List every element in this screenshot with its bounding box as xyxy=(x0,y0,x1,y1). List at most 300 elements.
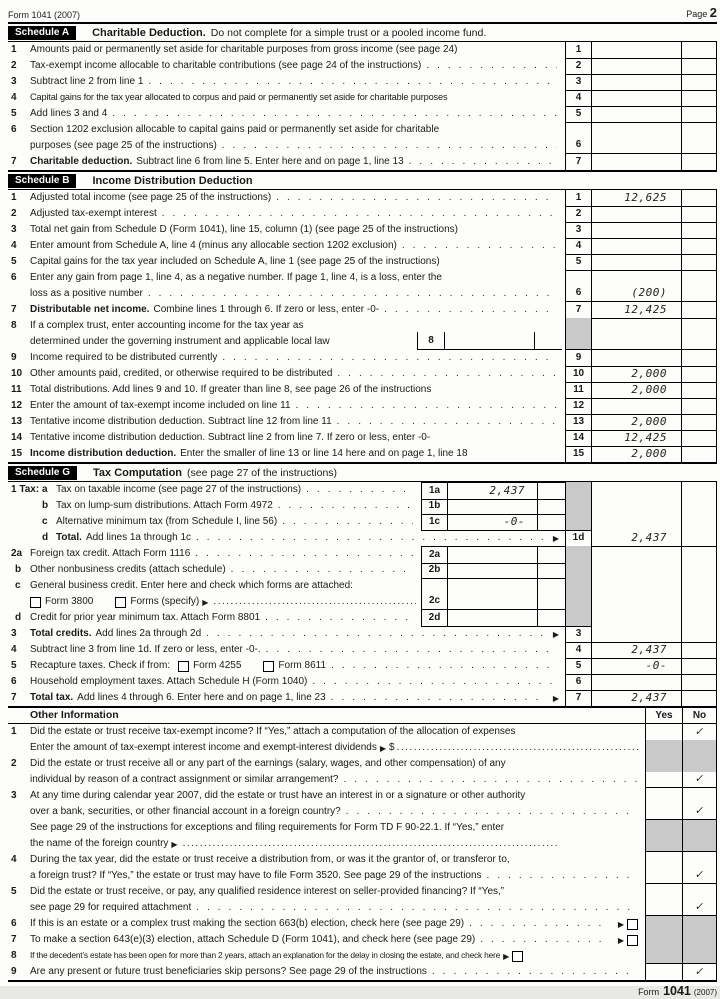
cents-cell[interactable] xyxy=(681,206,717,223)
footer-form-number: 1041 xyxy=(663,984,691,998)
cents-cell[interactable] xyxy=(681,122,717,154)
line-number: 8 xyxy=(11,320,17,331)
cents-cell xyxy=(681,562,717,579)
dot-leader xyxy=(426,58,557,73)
question-row xyxy=(8,932,717,948)
line-letter: c xyxy=(15,580,21,591)
question-number: 4 xyxy=(11,854,17,865)
inner-amount-cell[interactable] xyxy=(448,610,537,627)
question-row xyxy=(8,772,717,788)
no-cell[interactable] xyxy=(682,964,717,980)
line-box: 2 xyxy=(565,206,592,223)
yes-cell xyxy=(645,948,682,964)
amount-cell[interactable] xyxy=(592,90,681,107)
other-information-header xyxy=(8,706,717,724)
table-row xyxy=(8,222,717,238)
cents-cell[interactable] xyxy=(681,154,717,171)
table-row xyxy=(8,318,717,350)
amount-cell xyxy=(592,514,681,531)
table-row xyxy=(8,674,717,690)
yes-cell xyxy=(645,820,682,836)
dotted-line[interactable] xyxy=(397,740,640,755)
table-row xyxy=(8,530,717,546)
line-text: Subtract line 6 from line 5. Enter here and on page 1, line 13 xyxy=(136,156,404,167)
yes-cell xyxy=(645,740,682,756)
amount-cell xyxy=(592,578,681,610)
cents-cell[interactable] xyxy=(681,302,717,319)
other-information-title: Other Information xyxy=(30,709,119,721)
dot-leader xyxy=(432,964,637,979)
inner-cents-cell[interactable] xyxy=(535,332,562,349)
amount-cell[interactable]: 2,437 xyxy=(592,690,681,707)
amount-cell[interactable] xyxy=(592,674,681,691)
question-text: At any time during calendar year 2007, did the estate or trust have an interest in or a signature or other authority xyxy=(30,790,526,801)
line-box: 5 xyxy=(565,254,592,271)
form-4255-checkbox[interactable] xyxy=(178,661,189,672)
line-box: 9 xyxy=(565,350,592,367)
question-text: individual by reason of a contract assignment or similar arrangement? xyxy=(30,774,339,785)
line-box: 6 xyxy=(565,122,592,154)
amount-cell[interactable]: 2,000 xyxy=(592,366,681,383)
cents-cell[interactable] xyxy=(681,446,717,463)
line-text: If a complex trust, enter accounting income for the tax year as xyxy=(30,320,304,331)
table-row xyxy=(8,190,717,206)
table-row xyxy=(8,578,717,610)
table-row xyxy=(8,546,717,562)
line-text: Other nonbusiness credits (attach schedule) xyxy=(30,564,226,575)
amount-cell[interactable]: 12,425 xyxy=(592,430,681,447)
question-text: a foreign trust? If “Yes,” the estate or trust may have to file Form 3520. See page 29 of the instructions xyxy=(30,870,482,881)
cents-cell[interactable] xyxy=(681,398,717,415)
amount-cell[interactable] xyxy=(592,58,681,75)
inner-amount-cell[interactable] xyxy=(448,562,537,579)
line-text: Other amounts paid, credited, or otherwise required to be distributed xyxy=(30,368,333,379)
schedule-b-badge: Schedule B xyxy=(8,174,76,188)
table-row xyxy=(8,658,717,674)
question-number: 6 xyxy=(11,918,17,929)
no-cell[interactable] xyxy=(682,900,717,916)
amount-cell[interactable]: 2,000 xyxy=(592,414,681,431)
amount-cell[interactable] xyxy=(592,222,681,239)
table-row xyxy=(8,74,717,90)
line-text: Add lines 4 through 6. Enter here and on page 1, line 23 xyxy=(77,692,326,703)
dot-leader xyxy=(195,546,413,561)
cents-cell[interactable] xyxy=(681,382,717,399)
amount-cell[interactable] xyxy=(592,154,681,171)
no-cell[interactable] xyxy=(682,804,717,820)
table-row xyxy=(8,254,717,270)
line-box: 6 xyxy=(565,270,592,302)
line-text: Total distributions. Add lines 9 and 10. If greater than line 8, see page 26 of the instructions xyxy=(30,384,432,395)
no-cell[interactable] xyxy=(682,772,717,788)
inner-cents-cell[interactable] xyxy=(537,562,565,579)
shaded-cell xyxy=(565,514,592,531)
page-footer xyxy=(8,982,717,999)
line-number: 3 xyxy=(11,76,17,87)
line-box: 7 xyxy=(565,154,592,171)
cents-cell[interactable] xyxy=(681,674,717,691)
yes-cell[interactable] xyxy=(645,868,682,884)
schedule-a-badge: Schedule A xyxy=(8,26,76,40)
cents-cell[interactable] xyxy=(681,222,717,239)
question-row xyxy=(8,836,717,852)
amount-cell[interactable]: 12,625 xyxy=(592,190,681,207)
line-letter: d xyxy=(42,532,49,543)
checkbox-label: Form 8611 xyxy=(278,660,327,671)
line-text: Combine lines 1 through 6. If zero or less, enter -0- xyxy=(153,304,380,315)
dot-leader xyxy=(337,366,557,381)
cents-cell[interactable] xyxy=(681,414,717,431)
line-number: 6 xyxy=(11,272,17,283)
amount-cell[interactable] xyxy=(592,206,681,223)
question-row xyxy=(8,740,717,756)
table-row xyxy=(8,498,717,514)
question-row xyxy=(8,868,717,884)
forms-specify-checkbox[interactable] xyxy=(115,597,126,608)
estate-open-2-years-checkbox[interactable] xyxy=(512,951,523,962)
table-row xyxy=(8,42,717,58)
question-text: see page 29 for required attachment xyxy=(30,902,192,913)
dot-leader xyxy=(148,74,557,89)
dot-leader xyxy=(162,206,557,221)
check-mark: ✓ xyxy=(694,965,706,978)
table-row xyxy=(8,302,717,318)
table-row xyxy=(8,562,717,578)
amount-cell[interactable]: 12,425 xyxy=(592,302,681,319)
dot-leader xyxy=(196,900,637,915)
line-number: 1 xyxy=(11,192,17,203)
line-box: 1 xyxy=(565,42,592,59)
schedule-a-header xyxy=(8,22,717,42)
line-box: 6 xyxy=(565,674,592,691)
line-text: Capital gains for the tax year allocated to corpus and paid or permanently set aside for charitable purposes xyxy=(30,92,448,102)
cents-cell[interactable] xyxy=(681,530,717,547)
line-text: purposes (see page 25 of the instructions) xyxy=(30,140,217,151)
line-box: 4 xyxy=(565,238,592,255)
cents-cell[interactable] xyxy=(681,430,717,447)
line-text: Tentative income distribution deduction. Subtract line 12 from line 11 xyxy=(30,416,332,427)
schedule-g-subtitle: (see page 27 of the instructions) xyxy=(187,466,338,479)
line-box: 5 xyxy=(565,658,592,675)
line-box: 13 xyxy=(565,414,592,431)
page-header xyxy=(8,6,717,22)
line-number: 3 xyxy=(11,628,17,639)
shaded-cell xyxy=(565,562,592,579)
dot-leader xyxy=(384,302,557,317)
dot-leader xyxy=(148,286,557,301)
yes-cell[interactable] xyxy=(645,884,682,900)
amount-cell[interactable] xyxy=(592,122,681,154)
line-text: Total net gain from Schedule D (Form 1041), line 15, column (1) (see page 25 of the instructions) xyxy=(30,224,458,235)
yes-cell[interactable] xyxy=(645,804,682,820)
cents-cell[interactable] xyxy=(681,58,717,75)
schedule-a-title: Charitable Deduction. xyxy=(92,26,206,39)
line-text: Adjusted total income (see page 25 of the instructions) xyxy=(30,192,272,203)
cents-cell xyxy=(681,578,717,610)
dot-leader xyxy=(337,414,557,429)
line-number: 4 xyxy=(11,92,17,103)
line-number: 9 xyxy=(11,352,17,363)
yes-cell[interactable] xyxy=(645,852,682,868)
arrow-icon: ▶ xyxy=(379,743,387,753)
inner-line-box: 8 xyxy=(418,332,445,349)
line-number: 1 Tax: xyxy=(11,484,40,495)
accounting-income-box xyxy=(417,332,562,350)
dot-leader xyxy=(265,610,413,625)
cents-cell[interactable] xyxy=(681,190,717,207)
line-box: 2c xyxy=(421,578,448,610)
cents-cell[interactable] xyxy=(681,238,717,255)
question-number: 7 xyxy=(11,934,17,945)
dot-leader xyxy=(282,514,413,529)
amount-cell[interactable] xyxy=(592,350,681,367)
no-cell xyxy=(682,836,717,852)
inner-cents-cell[interactable] xyxy=(537,578,565,610)
cents-cell[interactable] xyxy=(681,90,717,107)
line-box: 7 xyxy=(565,302,592,319)
check-mark: ✓ xyxy=(694,805,706,817)
inner-amount-cell[interactable] xyxy=(448,578,537,610)
line-letter: a xyxy=(42,484,48,495)
amount-cell xyxy=(592,498,681,515)
table-row xyxy=(8,482,717,498)
no-cell[interactable] xyxy=(682,852,717,868)
form-8611-checkbox[interactable] xyxy=(263,661,274,672)
line-box: 3 xyxy=(565,626,592,643)
line-box: 12 xyxy=(565,398,592,415)
question-text: Did the estate or trust receive tax-exempt income? If “Yes,” attach a computation of the allocation of expenses xyxy=(30,726,516,737)
line-text-bold: Total credits. xyxy=(30,628,92,639)
no-cell[interactable] xyxy=(682,884,717,900)
dot-leader xyxy=(196,530,545,545)
question-text: Did the estate or trust receive, or pay, any qualified residence interest on seller-provided financing? If “Yes,” xyxy=(30,886,505,897)
yes-cell[interactable] xyxy=(645,900,682,916)
table-row xyxy=(8,514,717,530)
line-box: 14 xyxy=(565,430,592,447)
dot-leader xyxy=(266,642,557,657)
amount-cell[interactable]: -0- xyxy=(592,658,681,675)
schedule-a-subtitle: Do not complete for a simple trust or a pooled income fund. xyxy=(210,26,487,39)
line-box: 15 xyxy=(565,446,592,463)
question-text: over a bank, securities, or other financial account in a foreign country? xyxy=(30,806,341,817)
line-number: 4 xyxy=(11,644,17,655)
dot-leader xyxy=(344,772,638,787)
line-number: 13 xyxy=(11,416,23,427)
dot-leader xyxy=(296,398,557,413)
cents-cell[interactable] xyxy=(681,106,717,123)
line-text: Income required to be distributed currently xyxy=(30,352,218,363)
question-text: During the tax year, did the estate or trust receive a distribution from, or was it the grantor of, or transferor to, xyxy=(30,854,510,865)
line-box: 1b xyxy=(421,498,448,515)
inner-cents-cell[interactable] xyxy=(537,498,565,515)
line-text: Enter the amount of tax-exempt income included on line 11 xyxy=(30,400,291,411)
question-number: 5 xyxy=(11,886,17,897)
yes-cell xyxy=(645,916,682,932)
amount-cell[interactable]: 2,437 xyxy=(592,642,681,659)
amount-cell[interactable] xyxy=(592,238,681,255)
line-text: Add lines 1a through 1c xyxy=(85,532,192,543)
amount-cell[interactable] xyxy=(592,318,681,350)
question-row xyxy=(8,724,717,740)
question-row xyxy=(8,916,717,932)
inner-amount-cell[interactable]: -0- xyxy=(448,514,537,531)
inner-cents-cell[interactable] xyxy=(537,514,565,531)
question-text: If the decedent’s estate has been open for more than 2 years, attach an explanation for the delay in closing the estate, and check here xyxy=(30,950,501,960)
line-number: 3 xyxy=(11,224,17,235)
question-row xyxy=(8,884,717,900)
dot-leader xyxy=(487,868,637,883)
no-cell[interactable] xyxy=(682,724,717,740)
line-text: Capital gains for the tax year included on Schedule A, line 1 (see page 25 of the instructions) xyxy=(30,256,440,267)
question-text: To make a section 643(e)(3) election, attach Schedule D (Form 1041), and check here (see page 29) xyxy=(30,934,476,945)
line-text: Credit for prior year minimum tax. Attach Form 8801 xyxy=(30,612,261,623)
amount-cell[interactable]: (200) xyxy=(592,270,681,302)
question-number: 1 xyxy=(11,726,17,737)
check-mark: ✓ xyxy=(694,773,706,785)
line-number: 4 xyxy=(11,240,17,251)
inner-amount-cell[interactable] xyxy=(448,498,537,515)
amount-cell[interactable]: 2,000 xyxy=(592,382,681,399)
yes-cell xyxy=(645,836,682,852)
inner-cents-cell[interactable] xyxy=(537,610,565,627)
section-663b-checkbox[interactable] xyxy=(627,919,638,930)
table-row xyxy=(8,414,717,430)
amount-cell[interactable] xyxy=(592,626,681,643)
cents-cell xyxy=(681,610,717,627)
cents-cell[interactable] xyxy=(681,42,717,59)
line-box: 10 xyxy=(565,366,592,383)
cents-cell[interactable] xyxy=(681,658,717,675)
line-text-bold: Total. xyxy=(56,532,82,543)
amount-cell[interactable]: 2,437 xyxy=(592,530,681,547)
table-row xyxy=(8,430,717,446)
cents-cell[interactable] xyxy=(681,366,717,383)
table-row xyxy=(8,206,717,222)
cents-cell[interactable] xyxy=(681,350,717,367)
section-643e3-checkbox[interactable] xyxy=(627,935,638,946)
dotted-line[interactable] xyxy=(213,594,416,609)
yes-cell[interactable] xyxy=(645,772,682,788)
table-row xyxy=(8,270,717,302)
cents-cell[interactable] xyxy=(681,318,717,350)
table-row xyxy=(8,106,717,122)
dot-leader xyxy=(469,916,610,931)
checkbox-label: Form 4255 xyxy=(193,660,242,671)
question-row xyxy=(8,852,717,868)
table-row xyxy=(8,154,717,170)
cents-cell[interactable] xyxy=(681,254,717,271)
question-row xyxy=(8,900,717,916)
yes-cell[interactable] xyxy=(645,964,682,980)
arrow-icon: ▶ xyxy=(552,630,559,639)
dot-leader xyxy=(206,626,545,641)
amount-cell[interactable] xyxy=(592,106,681,123)
question-row xyxy=(8,756,717,772)
amount-cell[interactable] xyxy=(592,398,681,415)
question-text: Did the estate or trust receive all or any part of the earnings (salary, wages, and other compensation) of any xyxy=(30,758,506,769)
line-number: 1 xyxy=(11,44,17,55)
line-box: 4 xyxy=(565,642,592,659)
table-row xyxy=(8,90,717,106)
line-text-bold: Income distribution deduction. xyxy=(30,448,177,459)
inner-amount-cell[interactable]: 2,437 xyxy=(448,482,537,500)
line-box: 2 xyxy=(565,58,592,75)
amount-cell[interactable] xyxy=(592,74,681,91)
amount-cell[interactable] xyxy=(592,42,681,59)
line-number: 14 xyxy=(11,432,23,443)
dot-leader xyxy=(331,690,545,705)
dot-leader xyxy=(231,562,413,577)
no-cell[interactable] xyxy=(682,788,717,804)
line-text: Household employment taxes. Attach Schedule H (Form 1040) xyxy=(30,676,308,687)
yes-cell[interactable] xyxy=(645,788,682,804)
inner-amount-cell[interactable] xyxy=(445,332,535,349)
cents-cell[interactable] xyxy=(681,690,717,707)
line-text: Alternative minimum tax (from Schedule I, line 56) xyxy=(56,516,278,527)
question-row xyxy=(8,964,717,980)
no-cell xyxy=(682,932,717,948)
line-letter: d xyxy=(15,612,22,623)
line-box: 1 xyxy=(565,190,592,207)
cents-cell[interactable] xyxy=(681,270,717,302)
cents-cell xyxy=(681,498,717,515)
line-letter: b xyxy=(15,564,22,575)
cents-cell xyxy=(681,514,717,531)
yes-column-header: Yes xyxy=(645,708,682,723)
line-number: 5 xyxy=(11,660,17,671)
cents-cell[interactable] xyxy=(681,74,717,91)
dot-leader xyxy=(402,238,557,253)
dot-leader xyxy=(276,190,557,205)
amount-cell[interactable] xyxy=(592,254,681,271)
line-text-bold: Total tax. xyxy=(30,692,74,703)
dotted-line[interactable] xyxy=(183,836,640,851)
yes-cell[interactable] xyxy=(645,724,682,740)
arrow-icon: ▶ xyxy=(617,935,624,945)
line-number: 7 xyxy=(11,156,17,167)
line-letter: c xyxy=(42,516,48,527)
no-cell[interactable] xyxy=(682,868,717,884)
check-mark: ✓ xyxy=(694,725,706,738)
checkbox-label: Form 3800 xyxy=(45,596,94,607)
line-text: Adjusted tax-exempt interest xyxy=(30,208,157,219)
shaded-cell xyxy=(565,610,592,627)
question-number: 9 xyxy=(11,966,17,977)
line-box: 7 xyxy=(565,690,592,707)
table-row xyxy=(8,610,717,626)
arrow-icon: ▶ xyxy=(171,839,178,849)
arrow-icon: ▶ xyxy=(617,919,624,929)
line-box: 3 xyxy=(565,74,592,91)
line-box: 1a xyxy=(421,482,448,500)
question-number: 3 xyxy=(11,790,17,801)
amount-cell[interactable]: 2,000 xyxy=(592,446,681,463)
form-3800-checkbox[interactable] xyxy=(30,597,41,608)
table-row xyxy=(8,58,717,74)
question-row xyxy=(8,788,717,804)
table-row xyxy=(8,366,717,382)
arrow-icon: ▶ xyxy=(552,694,559,703)
question-text: See page 29 of the instructions for exceptions and filing requirements for Form TD F 90-22.1. If “Yes,” enter xyxy=(30,822,505,833)
line-number: 15 xyxy=(11,448,23,459)
line-box: 1d xyxy=(565,530,592,547)
cents-cell[interactable] xyxy=(681,626,717,643)
dot-leader xyxy=(331,658,557,673)
table-row xyxy=(8,626,717,642)
table-row xyxy=(8,350,717,366)
cents-cell[interactable] xyxy=(681,642,717,659)
line-text: Section 1202 exclusion allocable to capital gains paid or permanently set aside for charitable xyxy=(30,124,440,135)
